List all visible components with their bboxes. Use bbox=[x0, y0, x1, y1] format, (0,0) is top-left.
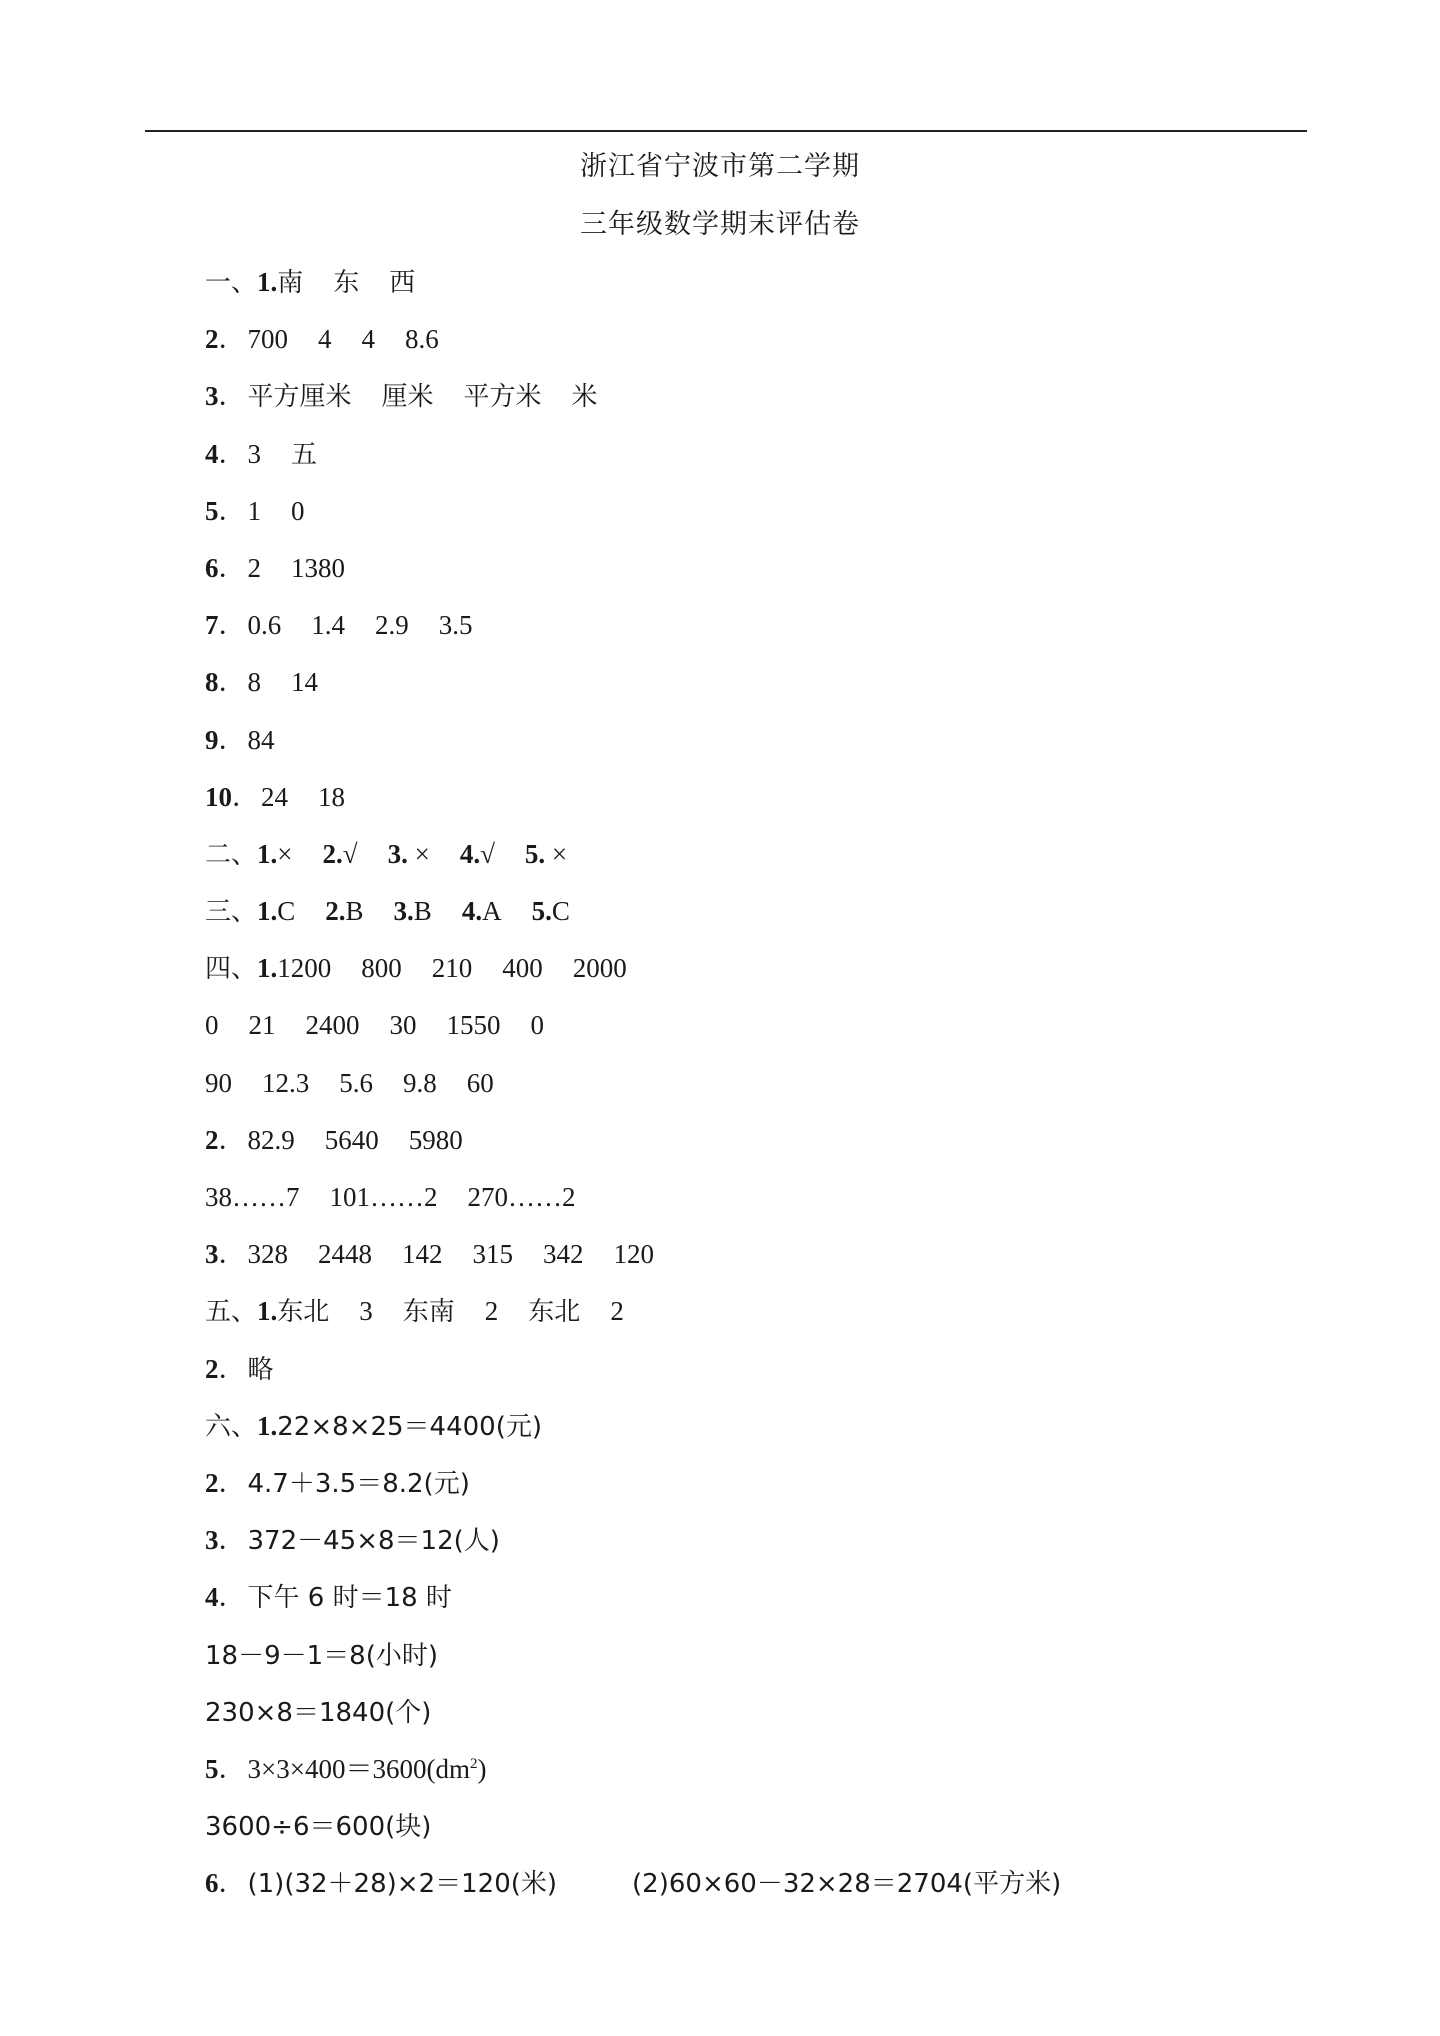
number-separator: ． bbox=[218, 1582, 246, 1613]
answer-value: 82.9 bbox=[247, 1124, 295, 1155]
answer-value: 平方米 bbox=[463, 382, 542, 413]
answer-value: 342 bbox=[543, 1239, 584, 1270]
answer-value: 315 bbox=[472, 1239, 513, 1270]
answer-value: √ bbox=[480, 838, 495, 869]
answer-value: 12.3 bbox=[262, 1067, 310, 1098]
answer-line bbox=[205, 720, 1305, 777]
section-label: 五、 bbox=[205, 1297, 258, 1328]
answer-line bbox=[205, 1177, 1305, 1234]
answer-value: 五 bbox=[291, 439, 318, 470]
answer-value: 18 bbox=[318, 781, 345, 812]
answer-value: 5.6 bbox=[339, 1067, 373, 1098]
section-label: 一、 bbox=[205, 268, 258, 298]
answer-value: 800 bbox=[361, 953, 402, 984]
section-label: 二、 bbox=[205, 839, 258, 870]
answer-value: 东北 bbox=[277, 1297, 330, 1328]
choice-answer bbox=[525, 834, 567, 874]
question-number: 10 bbox=[205, 781, 232, 812]
answer-value: 略 bbox=[247, 1354, 274, 1385]
answer-value: 90 bbox=[205, 1067, 232, 1098]
answer-line bbox=[205, 376, 1305, 433]
answer-value: 平方厘米 bbox=[247, 382, 352, 413]
question-number: 2. bbox=[325, 896, 346, 927]
answer-line bbox=[205, 1463, 1305, 1520]
answer-value: 西 bbox=[389, 268, 416, 298]
answer-value: 0 bbox=[530, 1010, 544, 1041]
answer-value: 0 bbox=[291, 495, 305, 526]
page-title-line1: 浙江省宁波市第二学期 bbox=[580, 151, 860, 182]
answer-line bbox=[205, 777, 1305, 834]
answer-value: 18－9－1＝8(小时) bbox=[205, 1640, 438, 1671]
number-separator: ． bbox=[218, 1525, 246, 1556]
question-number: 2 bbox=[205, 1467, 219, 1498]
choice-answer bbox=[325, 891, 363, 931]
number-separator: ． bbox=[218, 324, 246, 355]
answer-value: 3 bbox=[359, 1296, 373, 1327]
answer-value: 1.4 bbox=[311, 610, 345, 641]
choice-answer bbox=[394, 891, 432, 931]
answer-line bbox=[205, 1749, 1305, 1806]
answer-value: 120 bbox=[613, 1239, 654, 1270]
answer-value: 60 bbox=[466, 1067, 494, 1098]
answer-value: 1550 bbox=[446, 1010, 501, 1041]
number-separator: ． bbox=[232, 781, 259, 812]
answer-value: B bbox=[345, 896, 364, 927]
answer-value: × bbox=[407, 838, 430, 869]
answer-value: 东 bbox=[333, 268, 360, 298]
question-number: 3 bbox=[205, 381, 219, 412]
choice-answer bbox=[323, 834, 358, 874]
answer-value: 4 bbox=[361, 324, 375, 355]
question-number: 4. bbox=[459, 838, 481, 869]
answer-value: C bbox=[277, 896, 296, 927]
question-number: 1. bbox=[257, 267, 278, 297]
answer-value: 21 bbox=[248, 1010, 276, 1041]
answer-line bbox=[205, 434, 1305, 491]
answer-value: 东北 bbox=[528, 1297, 581, 1328]
question-number: 9 bbox=[205, 724, 219, 755]
answer-value: 328 bbox=[247, 1239, 288, 1270]
answer-value: √ bbox=[342, 838, 358, 869]
answer-value: 米 bbox=[571, 382, 598, 413]
number-separator: ． bbox=[218, 1239, 246, 1270]
answer-value: 4 bbox=[318, 324, 332, 355]
answer-value: 东南 bbox=[402, 1297, 455, 1328]
number-separator: ． bbox=[218, 1353, 246, 1384]
choice-answer bbox=[460, 834, 495, 874]
answer-value: (1)(32＋28)×2＝120(米) bbox=[247, 1869, 558, 1900]
answer-value: 4.7＋3.5＝8.2(元) bbox=[247, 1468, 470, 1499]
answer-value: B bbox=[413, 896, 432, 927]
answer-value: 厘米 bbox=[381, 382, 434, 413]
answer-line bbox=[205, 948, 1305, 1005]
question-number: 5 bbox=[205, 495, 219, 526]
answer-value: 0.6 bbox=[247, 610, 282, 641]
answer-value: 14 bbox=[291, 667, 318, 698]
section-label: 四、 bbox=[205, 954, 258, 985]
number-separator: ． bbox=[218, 1124, 246, 1155]
number-separator: ． bbox=[218, 1467, 246, 1498]
answer-value: 8.6 bbox=[405, 324, 439, 355]
top-rule bbox=[145, 130, 1307, 132]
answer-value: 3600÷6＝600(块) bbox=[205, 1812, 432, 1843]
section-label: 三、 bbox=[205, 897, 258, 928]
answer-line bbox=[205, 1349, 1305, 1406]
answer-value: 38……7 bbox=[205, 1182, 300, 1212]
answer-value: 5980 bbox=[408, 1124, 463, 1155]
answer-line bbox=[205, 1692, 1305, 1749]
question-number: 4 bbox=[205, 438, 219, 469]
question-number: 2. bbox=[322, 838, 343, 869]
answer-value: 142 bbox=[402, 1239, 443, 1270]
answer-value: 3.5 bbox=[438, 610, 473, 641]
question-number: 7 bbox=[205, 610, 219, 641]
question-number: 1. bbox=[257, 838, 278, 869]
answer-value: 2000 bbox=[572, 953, 627, 984]
answer-value: 2448 bbox=[318, 1239, 372, 1270]
question-number: 1. bbox=[257, 953, 278, 984]
answer-value: 3×3×400＝3600(dm bbox=[247, 1753, 470, 1784]
answer-value: × bbox=[545, 838, 568, 869]
question-number: 3. bbox=[393, 896, 414, 927]
answer-line bbox=[205, 1863, 1305, 1920]
answer-value: × bbox=[277, 838, 293, 869]
answer-value: 下午 6 时＝18 时 bbox=[247, 1583, 452, 1614]
question-number: 4. bbox=[461, 896, 483, 927]
answer-value: 1380 bbox=[291, 552, 345, 583]
number-separator: ． bbox=[218, 1868, 246, 1899]
section-label: 六、 bbox=[205, 1411, 258, 1442]
choice-answer bbox=[388, 834, 430, 874]
answer-line bbox=[205, 548, 1305, 605]
choice-answer bbox=[462, 891, 502, 931]
answer-line bbox=[205, 319, 1305, 376]
answer-value: 24 bbox=[261, 781, 288, 812]
answer-value: 2 bbox=[247, 552, 261, 583]
question-number: 3 bbox=[205, 1525, 219, 1556]
answer-value: 101……2 bbox=[329, 1182, 438, 1212]
question-number: 8 bbox=[205, 667, 219, 698]
question-number: 6 bbox=[205, 552, 219, 583]
question-number: 4 bbox=[205, 1582, 219, 1613]
number-separator: ． bbox=[218, 724, 246, 755]
answer-line bbox=[205, 1635, 1305, 1692]
answer-value: 372－45×8＝12(人) bbox=[247, 1526, 500, 1557]
answer-value: 2400 bbox=[305, 1010, 360, 1041]
question-number: 2 bbox=[205, 1124, 219, 1155]
number-separator: ． bbox=[218, 552, 246, 583]
question-number: 2 bbox=[205, 1353, 219, 1384]
answer-value: 230×8＝1840(个) bbox=[205, 1697, 432, 1728]
answer-value: 2 bbox=[610, 1296, 624, 1327]
answer-value: (2)60×60－32×28＝2704(平方米) bbox=[632, 1869, 1062, 1900]
answer-value: 270……2 bbox=[467, 1182, 576, 1212]
answer-value: 南 bbox=[277, 268, 304, 298]
answer-value: 22×8×25＝4400(元) bbox=[277, 1411, 543, 1442]
answer-line bbox=[205, 1120, 1305, 1177]
question-number: 3 bbox=[205, 1239, 219, 1270]
question-number: 2 bbox=[205, 324, 219, 355]
page-title-line2: 三年级数学期末评估卷 bbox=[580, 209, 860, 240]
answer-value: 84 bbox=[247, 724, 275, 755]
question-number: 1. bbox=[257, 1296, 278, 1327]
answer-line bbox=[205, 891, 1305, 948]
answer-value: 700 bbox=[247, 324, 288, 355]
choice-answer bbox=[257, 834, 292, 874]
number-separator: ． bbox=[218, 495, 246, 526]
answer-line bbox=[205, 1520, 1305, 1577]
number-separator: ． bbox=[218, 1753, 246, 1784]
question-number: 5. bbox=[524, 838, 546, 869]
answer-value: 8 bbox=[247, 667, 261, 698]
question-number: 1. bbox=[257, 1410, 278, 1441]
answer-value: 2.9 bbox=[375, 610, 409, 641]
answer-value: 9.8 bbox=[403, 1067, 437, 1098]
answer-line bbox=[205, 605, 1305, 662]
answer-line bbox=[205, 1063, 1305, 1120]
answer-value: 0 bbox=[205, 1010, 219, 1041]
number-separator: ． bbox=[218, 438, 246, 469]
question-number: 3. bbox=[387, 838, 408, 869]
answer-value: 5640 bbox=[324, 1124, 379, 1155]
answer-line bbox=[205, 1291, 1305, 1348]
answer-value: 400 bbox=[502, 953, 543, 984]
answer-line bbox=[205, 262, 1305, 319]
question-number: 5. bbox=[531, 896, 552, 927]
answer-value: C bbox=[551, 896, 570, 927]
answer-line bbox=[205, 834, 1305, 891]
answer-value: 210 bbox=[431, 953, 473, 984]
number-separator: ． bbox=[218, 667, 246, 698]
question-number: 1. bbox=[257, 896, 278, 927]
closing-paren: ) bbox=[477, 1753, 487, 1784]
choice-answer bbox=[532, 891, 570, 931]
number-separator: ． bbox=[218, 381, 246, 412]
question-number: 6 bbox=[205, 1868, 219, 1899]
question-number: 5 bbox=[205, 1753, 219, 1784]
answer-value: A bbox=[482, 896, 502, 927]
answer-value: 1 bbox=[247, 495, 261, 526]
answer-line bbox=[205, 1005, 1305, 1062]
answer-line bbox=[205, 491, 1305, 548]
answer-value: 30 bbox=[389, 1010, 417, 1041]
answer-value: 3 bbox=[247, 438, 261, 469]
answer-line bbox=[205, 1806, 1305, 1863]
number-separator: ． bbox=[218, 610, 246, 641]
exponent: 2 bbox=[469, 1755, 478, 1772]
answer-line bbox=[205, 1234, 1305, 1291]
answer-value: 1200 bbox=[277, 953, 332, 984]
answer-list bbox=[205, 262, 1305, 1920]
choice-answer bbox=[257, 891, 295, 931]
answer-line bbox=[205, 662, 1305, 719]
answer-line bbox=[205, 1406, 1305, 1463]
answer-value: 2 bbox=[484, 1296, 499, 1327]
answer-line bbox=[205, 1577, 1305, 1634]
